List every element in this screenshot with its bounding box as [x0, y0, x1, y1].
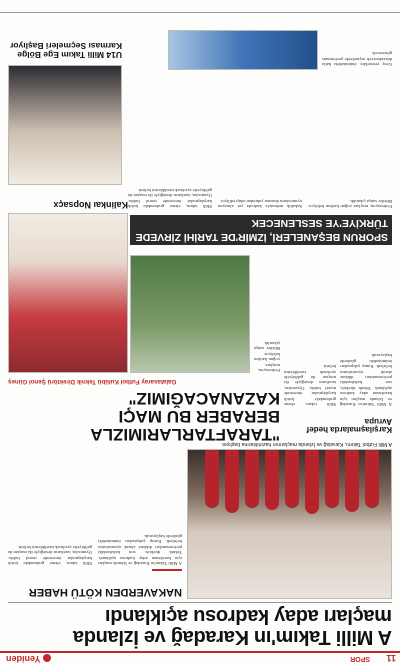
section-banner: SPORUN BEŞANELERİ, İZMİR'DE TARİHİ ZİRVEDE TÜRKİYE'YE SESLENECEK: [130, 215, 392, 245]
player-figure: [245, 450, 259, 508]
coach-photo: [8, 65, 122, 185]
banner-story-col-c: Milli takım, eleme grubundaki kritik karşılaşmalar öncesinde moral buldu. Oyuncular, taraftarın desteğiyle iki maçtan da galibiyetle ayrılmak istediklerini belirtti.: [128, 187, 212, 209]
banner-story-col-b: Sakatlık nedeniyle kadroda yer almayan oyuncuların durumu yakından takip ediliyor.: [218, 198, 302, 209]
quote-kicker: Galatasaray Futbol Kulübü Teknik Direktörü Şenol Güneş: [8, 378, 177, 385]
player-figure: [345, 450, 359, 512]
field-photo: [130, 255, 250, 373]
story-title-left: NAKAVERDEN KÖTÜ HABER: [28, 586, 182, 598]
logo-text: Yeniden: [6, 654, 41, 664]
small-story-body: Genç yetenekler, önümüzdeki hafta düzenlenecek seçmelerde performans gösterecek.: [322, 51, 392, 67]
player-figure: [225, 450, 239, 513]
fans-photo: [8, 213, 128, 373]
player-figure: [365, 450, 379, 508]
story-body-col-b: Milli takım, eleme grubundaki kritik karşılaşmalar öncesinde moral buldu. Oyuncular, taraftarın desteğiyle iki maçtan da galibiyetle ayrılmak istediklerini belirtti.: [284, 364, 336, 407]
ad-photo: [168, 30, 318, 70]
story-body-col-a: A Milli Takım'ın Karadağ ve İzlanda maçları için hazırlanan aday kadrosu açıklandı. Teknik direktör, son haftalardaki performansları dikkate alarak oyuncularını belirledi. Kamp çalışmaları önümüzdeki günlerde başlayacak.: [340, 353, 392, 407]
team-photo-caption: A Milli Futbol Takımı, Karadağ ve İzlanda maçlarının hazırlıklarına başlıyor.: [220, 441, 392, 447]
accent-rule: [152, 569, 182, 571]
divider: [8, 602, 392, 603]
newspaper-logo: [6, 654, 51, 664]
page-footer: [0, 0, 400, 13]
player-figure: [285, 450, 299, 508]
banner-story-col-a: Federasyon, maçlara yoğun katılım bekliyor. Biletler satışa çıkarıldı.: [308, 198, 392, 209]
main-headline: A Milli Takım'ın Karadağ ve İzlanda maçları aday kadrosu açıklandı: [73, 605, 392, 648]
team-photo: [187, 449, 392, 599]
player-figure: [265, 450, 279, 510]
section-name: SPOR: [350, 655, 370, 662]
story-title-right: Karşılaşmalarda hedef Avrupa: [306, 416, 392, 434]
page-header: [0, 651, 400, 665]
logo-mark-icon: [43, 654, 51, 662]
pull-quote: "TARAFTARLARIMIZLA BERABER BU MAÇI KAZANACAĞIMIZ": [90, 389, 280, 444]
small-story-title: U14 Milli Takım Ege Bölge Karması Seçmeleri Başlıyor: [10, 41, 122, 60]
page-number: 11: [386, 653, 396, 663]
story-body-right: Milli takım, eleme grubundaki kritik karşılaşmalar öncesinde moral buldu. Oyuncular, taraftarın desteğiyle iki maçtan da galibiyetle ayrılmak istediklerini belirtti.: [8, 544, 92, 566]
story-body-mid: Federasyon, maçlara yoğun katılım bekliyor. Biletler satışa çıkarıldı.: [254, 340, 280, 373]
player-figure: [325, 450, 339, 508]
player-figure: [305, 450, 319, 514]
story-body-left: A Milli Takım'ın Karadağ ve İzlanda maçları için hazırlanan aday kadrosu açıklandı. Teknik direktör, son haftalardaki performansları dikkate alarak oyuncularını belirledi. Kamp çalışmaları önümüzdeki günlerde başlayacak.: [98, 533, 182, 566]
player-figure: [205, 450, 219, 508]
story-title-kalinkai: Kalinkaı Nopsaçx: [53, 200, 128, 210]
